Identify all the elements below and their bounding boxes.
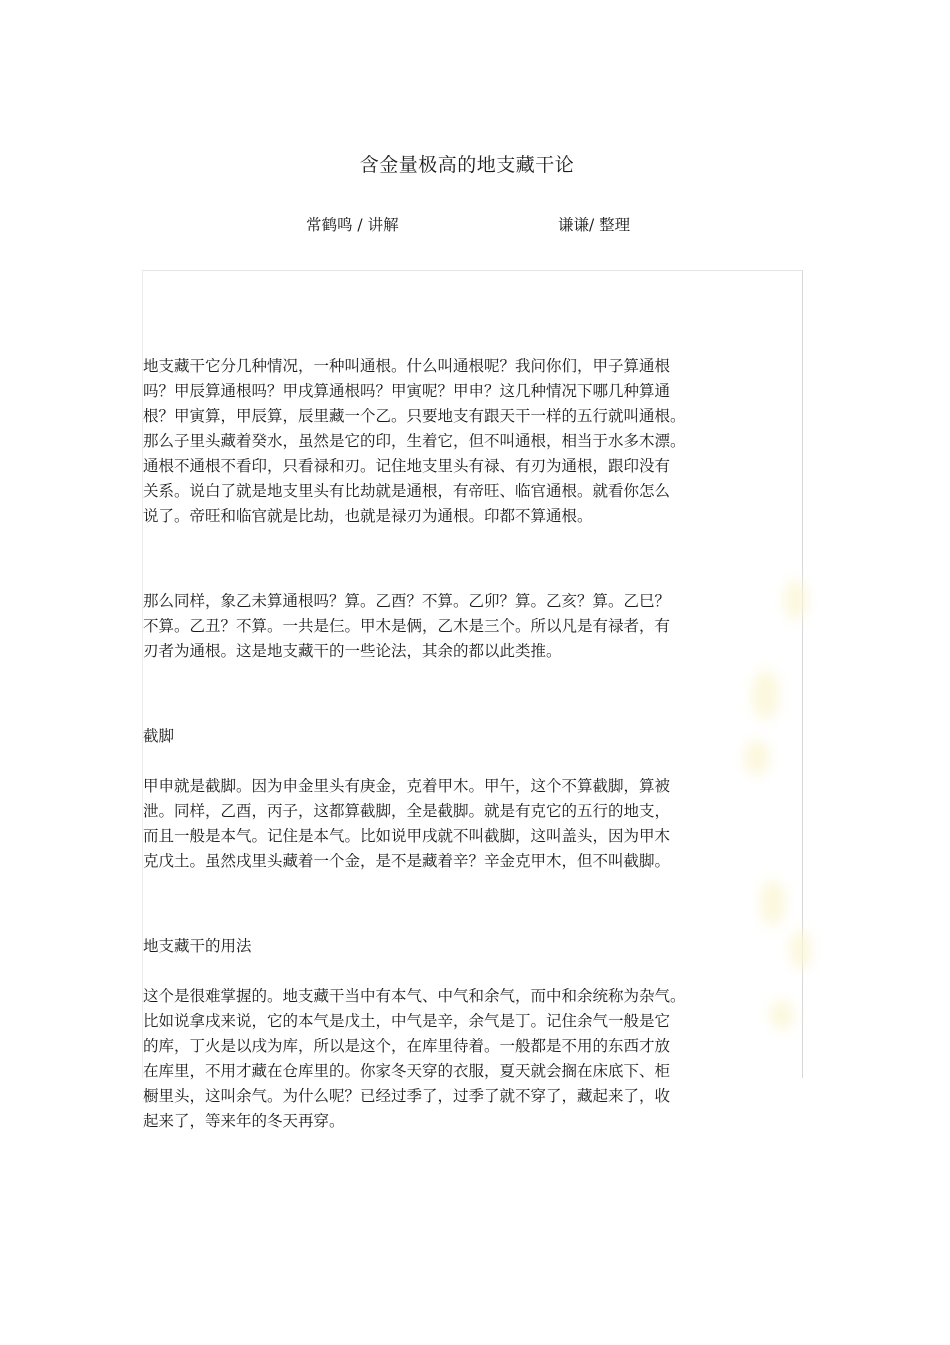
paragraph-jiejiao: 甲申就是截脚。因为申金里头有庚金，克着甲木。甲午，这个不算截脚，算被 泄。同样，乙酉，丙子，这都算截脚，全是截脚。就是有克它的五行的地支， 而且一般是本气。记住是本气。比如说甲戌就不叫截脚，这叫盖头，因为甲木 克戊土。虽然戌里头藏着一个金，是不是藏着辛？辛金克甲木，但不叫截脚。 bbox=[143, 777, 671, 870]
author-credit: 常鹤鸣 / 讲解 bbox=[306, 216, 399, 234]
glow-decoration bbox=[770, 1000, 794, 1030]
glow-decoration bbox=[784, 580, 808, 620]
paragraph-usage: 这个是很难掌握的。地支藏干当中有本气、中气和余气，而中和余统称为杂气。 比如说拿戌来说，它的本气是戊土，中气是辛，余气是丁。记住余气一般是它 的库，丁火是以戌为库，所以是这个，在库里待着。一般都是不用的东西才放 在库里，不用才藏在仓库里的。你家冬天穿的衣服，夏天就会搁在床底下、柜 橱里头，这叫余气。为什么呢？已经过季了，过季了就不穿了，藏起来了，收 起来了，等来年的冬天再穿。 bbox=[143, 987, 686, 1130]
page-title: 含金量极高的地支藏干论 bbox=[359, 154, 575, 176]
glow-decoration bbox=[760, 880, 786, 926]
paragraph-yi-examples: 那么同样，象乙未算通根吗？算。乙酉？不算。乙卯？算。乙亥？算。乙巳？ 不算。乙丑？不算。一共是仨。甲木是俩，乙木是三个。所以凡是有禄者，有 刃者为通根。这是地支藏干的一些论法，其余的都以此类推。 bbox=[143, 592, 671, 660]
editor-credit: 谦谦/ 整理 bbox=[558, 216, 631, 234]
section-heading-jiejiao: 截脚 bbox=[143, 727, 175, 745]
paragraph-tonggen: 地支藏干它分几种情况，一种叫通根。什么叫通根呢？我问你们，甲子算通根 吗？甲辰算通根吗？甲戌算通根吗？甲寅呢？甲申？这几种情况下哪几种算通 根？甲寅算，甲辰算，辰里藏一个乙。只要地支有跟天干一样的五行就叫通根。 那么子里头藏着癸水，虽然是它的印，生着它，但不叫通根，相当于水多木漂。 通根不通根不看印，只看禄和刃。记住地支里头有禄、有刃为通根，跟印没有 关系。说白了就是地支里头有比劫就是通根，有帝旺、临官通根。就看你怎么 说了。帝旺和临官就是比劫，也就是禄刃为通根。印都不算通根。 bbox=[143, 357, 686, 525]
document-body bbox=[143, 354, 763, 1134]
section-heading-usage: 地支藏干的用法 bbox=[143, 937, 252, 955]
glow-decoration bbox=[790, 930, 812, 970]
